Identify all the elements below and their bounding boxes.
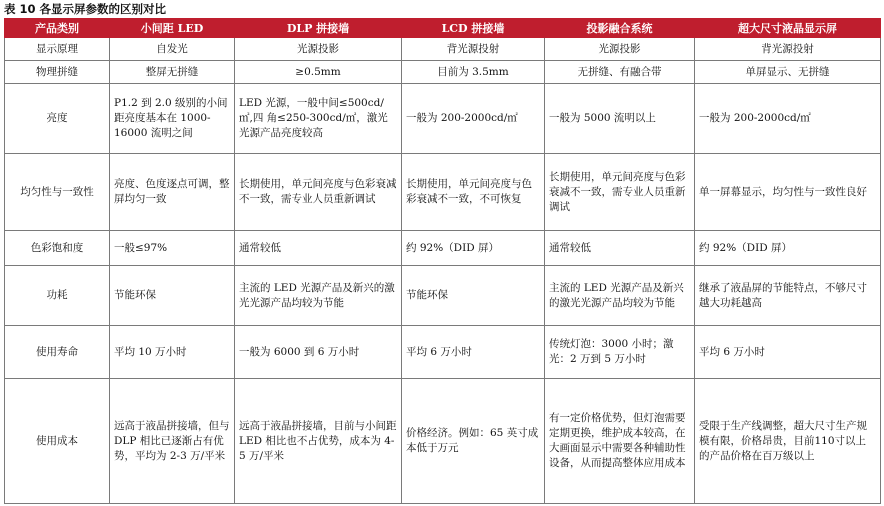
table-cell: 传统灯泡：3000 小时；激光：2 万到 5 万小时 — [545, 326, 695, 379]
table-cell: 平均 6 万小时 — [695, 326, 881, 379]
table-cell: 通常较低 — [545, 231, 695, 266]
table-cell: 一般为 200-2000cd/㎡ — [402, 84, 545, 154]
table-cell: 长期使用，单元间亮度与色彩衰减不一致，不可恢复 — [402, 154, 545, 231]
table-cell: 自发光 — [110, 38, 235, 61]
header-category: 产品类别 — [5, 19, 110, 38]
row-label: 使用寿命 — [5, 326, 110, 379]
table-cell: 主流的 LED 光源产品及新兴的激光光源产品均较为节能 — [235, 266, 402, 326]
table-cell: 长期使用，单元间亮度与色彩衰减不一致，需专业人员重新调试 — [235, 154, 402, 231]
table-cell: 目前为 3.5mm — [402, 61, 545, 84]
table-cell: 节能环保 — [110, 266, 235, 326]
table-row — [5, 326, 881, 379]
row-label: 显示原理 — [5, 38, 110, 61]
header-lcd-wall: LCD 拼接墙 — [402, 19, 545, 38]
table-cell: 光源投影 — [235, 38, 402, 61]
table-row — [5, 84, 881, 154]
table-caption: 表 10 各显示屏参数的区别对比 — [4, 2, 167, 16]
table-cell: 一般≤97% — [110, 231, 235, 266]
header-small-pitch-led: 小间距 LED — [110, 19, 235, 38]
table-cell: LED 光源，一般中间≤500cd/㎡,四 角≤250-300cd/㎡，激光光源产品亮度较高 — [235, 84, 402, 154]
table-row — [5, 231, 881, 266]
table-row — [5, 61, 881, 84]
table-cell: 有一定价格优势，但灯泡需要定期更换，维护成本较高，在大画面显示中需要各种辅助性设备，从而提高整体应用成本 — [545, 379, 695, 504]
table-row — [5, 154, 881, 231]
row-label: 均匀性与一致性 — [5, 154, 110, 231]
table-cell: 背光源投射 — [695, 38, 881, 61]
table-cell: 无拼缝、有融合带 — [545, 61, 695, 84]
table-cell: 继承了液晶屏的节能特点，不够尺寸越大功耗越高 — [695, 266, 881, 326]
table-cell: 背光源投射 — [402, 38, 545, 61]
table-cell: 约 92%（DID 屏） — [402, 231, 545, 266]
header-dlp-wall: DLP 拼接墙 — [235, 19, 402, 38]
table-row — [5, 379, 881, 504]
table-cell: 长期使用，单元间亮度与色彩衰减不一致，需专业人员重新调试 — [545, 154, 695, 231]
table-cell: 远高于液晶拼接墙，但与 DLP 相比已逐渐占有优势，平均为 2-3 万/平米 — [110, 379, 235, 504]
table-cell: 约 92%（DID 屏） — [695, 231, 881, 266]
header-large-lcd: 超大尺寸液晶显示屏 — [695, 19, 881, 38]
table-cell: 单一屏幕显示，均匀性与一致性良好 — [695, 154, 881, 231]
table-cell: 平均 10 万小时 — [110, 326, 235, 379]
header-projection-fusion: 投影融合系统 — [545, 19, 695, 38]
table-cell: 节能环保 — [402, 266, 545, 326]
table-cell: 亮度、色度逐点可调，整屏均匀一致 — [110, 154, 235, 231]
table-cell: 主流的 LED 光源产品及新兴的激光光源产品均较为节能 — [545, 266, 695, 326]
table-cell: 远高于液晶拼接墙，目前与小间距 LED 相比也不占优势，成本为 4-5 万/平米 — [235, 379, 402, 504]
table-cell: 一般为 6000 到 6 万小时 — [235, 326, 402, 379]
row-label: 功耗 — [5, 266, 110, 326]
row-label: 亮度 — [5, 84, 110, 154]
table-cell: ≥0.5mm — [235, 61, 402, 84]
table-cell: 价格经济。例如：65 英寸成本低于万元 — [402, 379, 545, 504]
row-label: 使用成本 — [5, 379, 110, 504]
table-cell: P1.2 到 2.0 级别的小间距亮度基本在 1000-16000 流明之间 — [110, 84, 235, 154]
table-cell: 光源投影 — [545, 38, 695, 61]
table-cell: 整屏无拼缝 — [110, 61, 235, 84]
table-cell: 一般为 5000 流明以上 — [545, 84, 695, 154]
table-cell: 一般为 200-2000cd/㎡ — [695, 84, 881, 154]
comparison-table — [4, 18, 881, 504]
table-row — [5, 38, 881, 61]
row-label: 色彩饱和度 — [5, 231, 110, 266]
header-row — [5, 19, 881, 38]
table-cell: 平均 6 万小时 — [402, 326, 545, 379]
table-cell: 通常较低 — [235, 231, 402, 266]
table-cell: 单屏显示、无拼缝 — [695, 61, 881, 84]
table-cell: 受限于生产线调整，超大尺寸生产规模有限，价格昂贵，目前110寸以上的产品价格在百万级以上 — [695, 379, 881, 504]
row-label: 物理拼缝 — [5, 61, 110, 84]
table-row — [5, 266, 881, 326]
